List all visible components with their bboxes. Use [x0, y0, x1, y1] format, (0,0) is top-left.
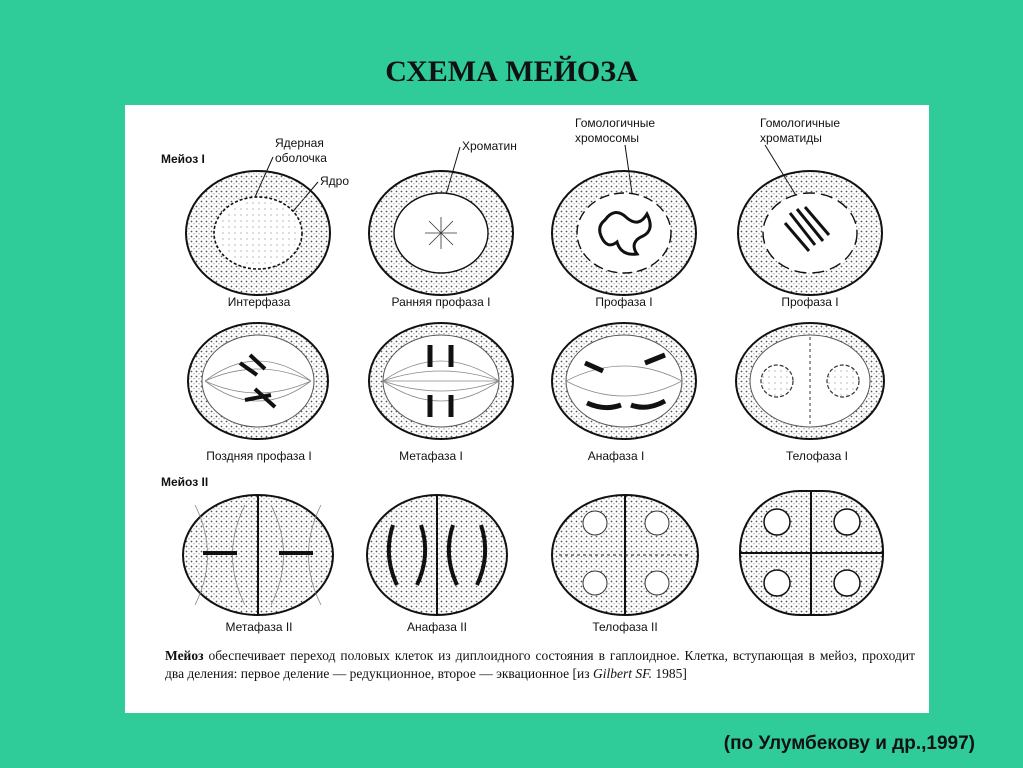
stage-label-telophase1: Телофаза I	[786, 449, 848, 463]
meiosis2-label: Мейоз II	[161, 475, 209, 489]
cell-prophase1-a	[552, 171, 696, 295]
cell-telophase1	[736, 323, 884, 439]
annotation-homologous-chromosomes-2: хромосомы	[575, 131, 639, 145]
stage-label-metaphase2: Метафаза II	[225, 620, 293, 634]
cell-metaphase1	[369, 323, 513, 439]
stage-label-anaphase1: Анафаза I	[587, 449, 645, 463]
stage-label-telophase2: Телофаза II	[592, 620, 658, 634]
annotation-chromatin: Хроматин	[462, 139, 517, 153]
stage-label-late-prophase1: Поздняя профаза I	[206, 449, 312, 463]
cell-tetrad	[740, 491, 883, 615]
stage-label-prophase1-b: Профаза I	[781, 295, 839, 309]
caption-body: обеспечивает переход половых клеток из диплоидного состояния в гаплоидное. Клетка, вступающая в мейоз, проходит два деления: первое деление — редукционное, второе — эквационное [из	[165, 648, 915, 681]
figure-caption	[165, 647, 915, 683]
stage-label-prophase1-a: Профаза I	[595, 295, 653, 309]
meiosis-diagram	[125, 105, 929, 713]
cell-late-prophase1	[188, 323, 328, 439]
caption-lead: Мейоз	[165, 648, 204, 663]
cell-metaphase2	[183, 495, 333, 615]
meiosis-figure	[125, 105, 929, 713]
stage-label-early-prophase1: Ранняя профаза I	[391, 295, 491, 309]
cell-anaphase2	[367, 495, 507, 615]
cell-early-prophase1	[369, 171, 513, 295]
cell-interphase	[186, 171, 330, 295]
stage-label-anaphase2: Анафаза II	[407, 620, 467, 634]
annotation-nucleus: Ядро	[320, 174, 350, 188]
cell-prophase1-b	[738, 171, 882, 295]
slide-title: СХЕМА МЕЙОЗА	[385, 55, 638, 88]
stage-label-interphase: Интерфаза	[227, 295, 291, 309]
cell-anaphase1	[552, 323, 696, 439]
annotation-homologous-chromosomes-1: Гомологичные	[575, 116, 656, 130]
stage-label-metaphase1: Метафаза I	[399, 449, 463, 463]
annotation-homologous-chromatids-2: хроматиды	[760, 131, 822, 145]
slide-credit: (по Улумбекову и др.,1997)	[723, 733, 975, 754]
caption-source-author: Gilbert SF.	[592, 666, 652, 681]
meiosis1-label: Мейоз I	[161, 152, 205, 166]
caption-source-year: 1985]	[652, 666, 687, 681]
annotation-nuclear-envelope-2: оболочка	[275, 151, 327, 165]
cell-telophase2	[552, 495, 698, 615]
annotation-homologous-chromatids-1: Гомологичные	[760, 116, 841, 130]
annotation-nuclear-envelope-1: Ядерная	[275, 136, 324, 150]
